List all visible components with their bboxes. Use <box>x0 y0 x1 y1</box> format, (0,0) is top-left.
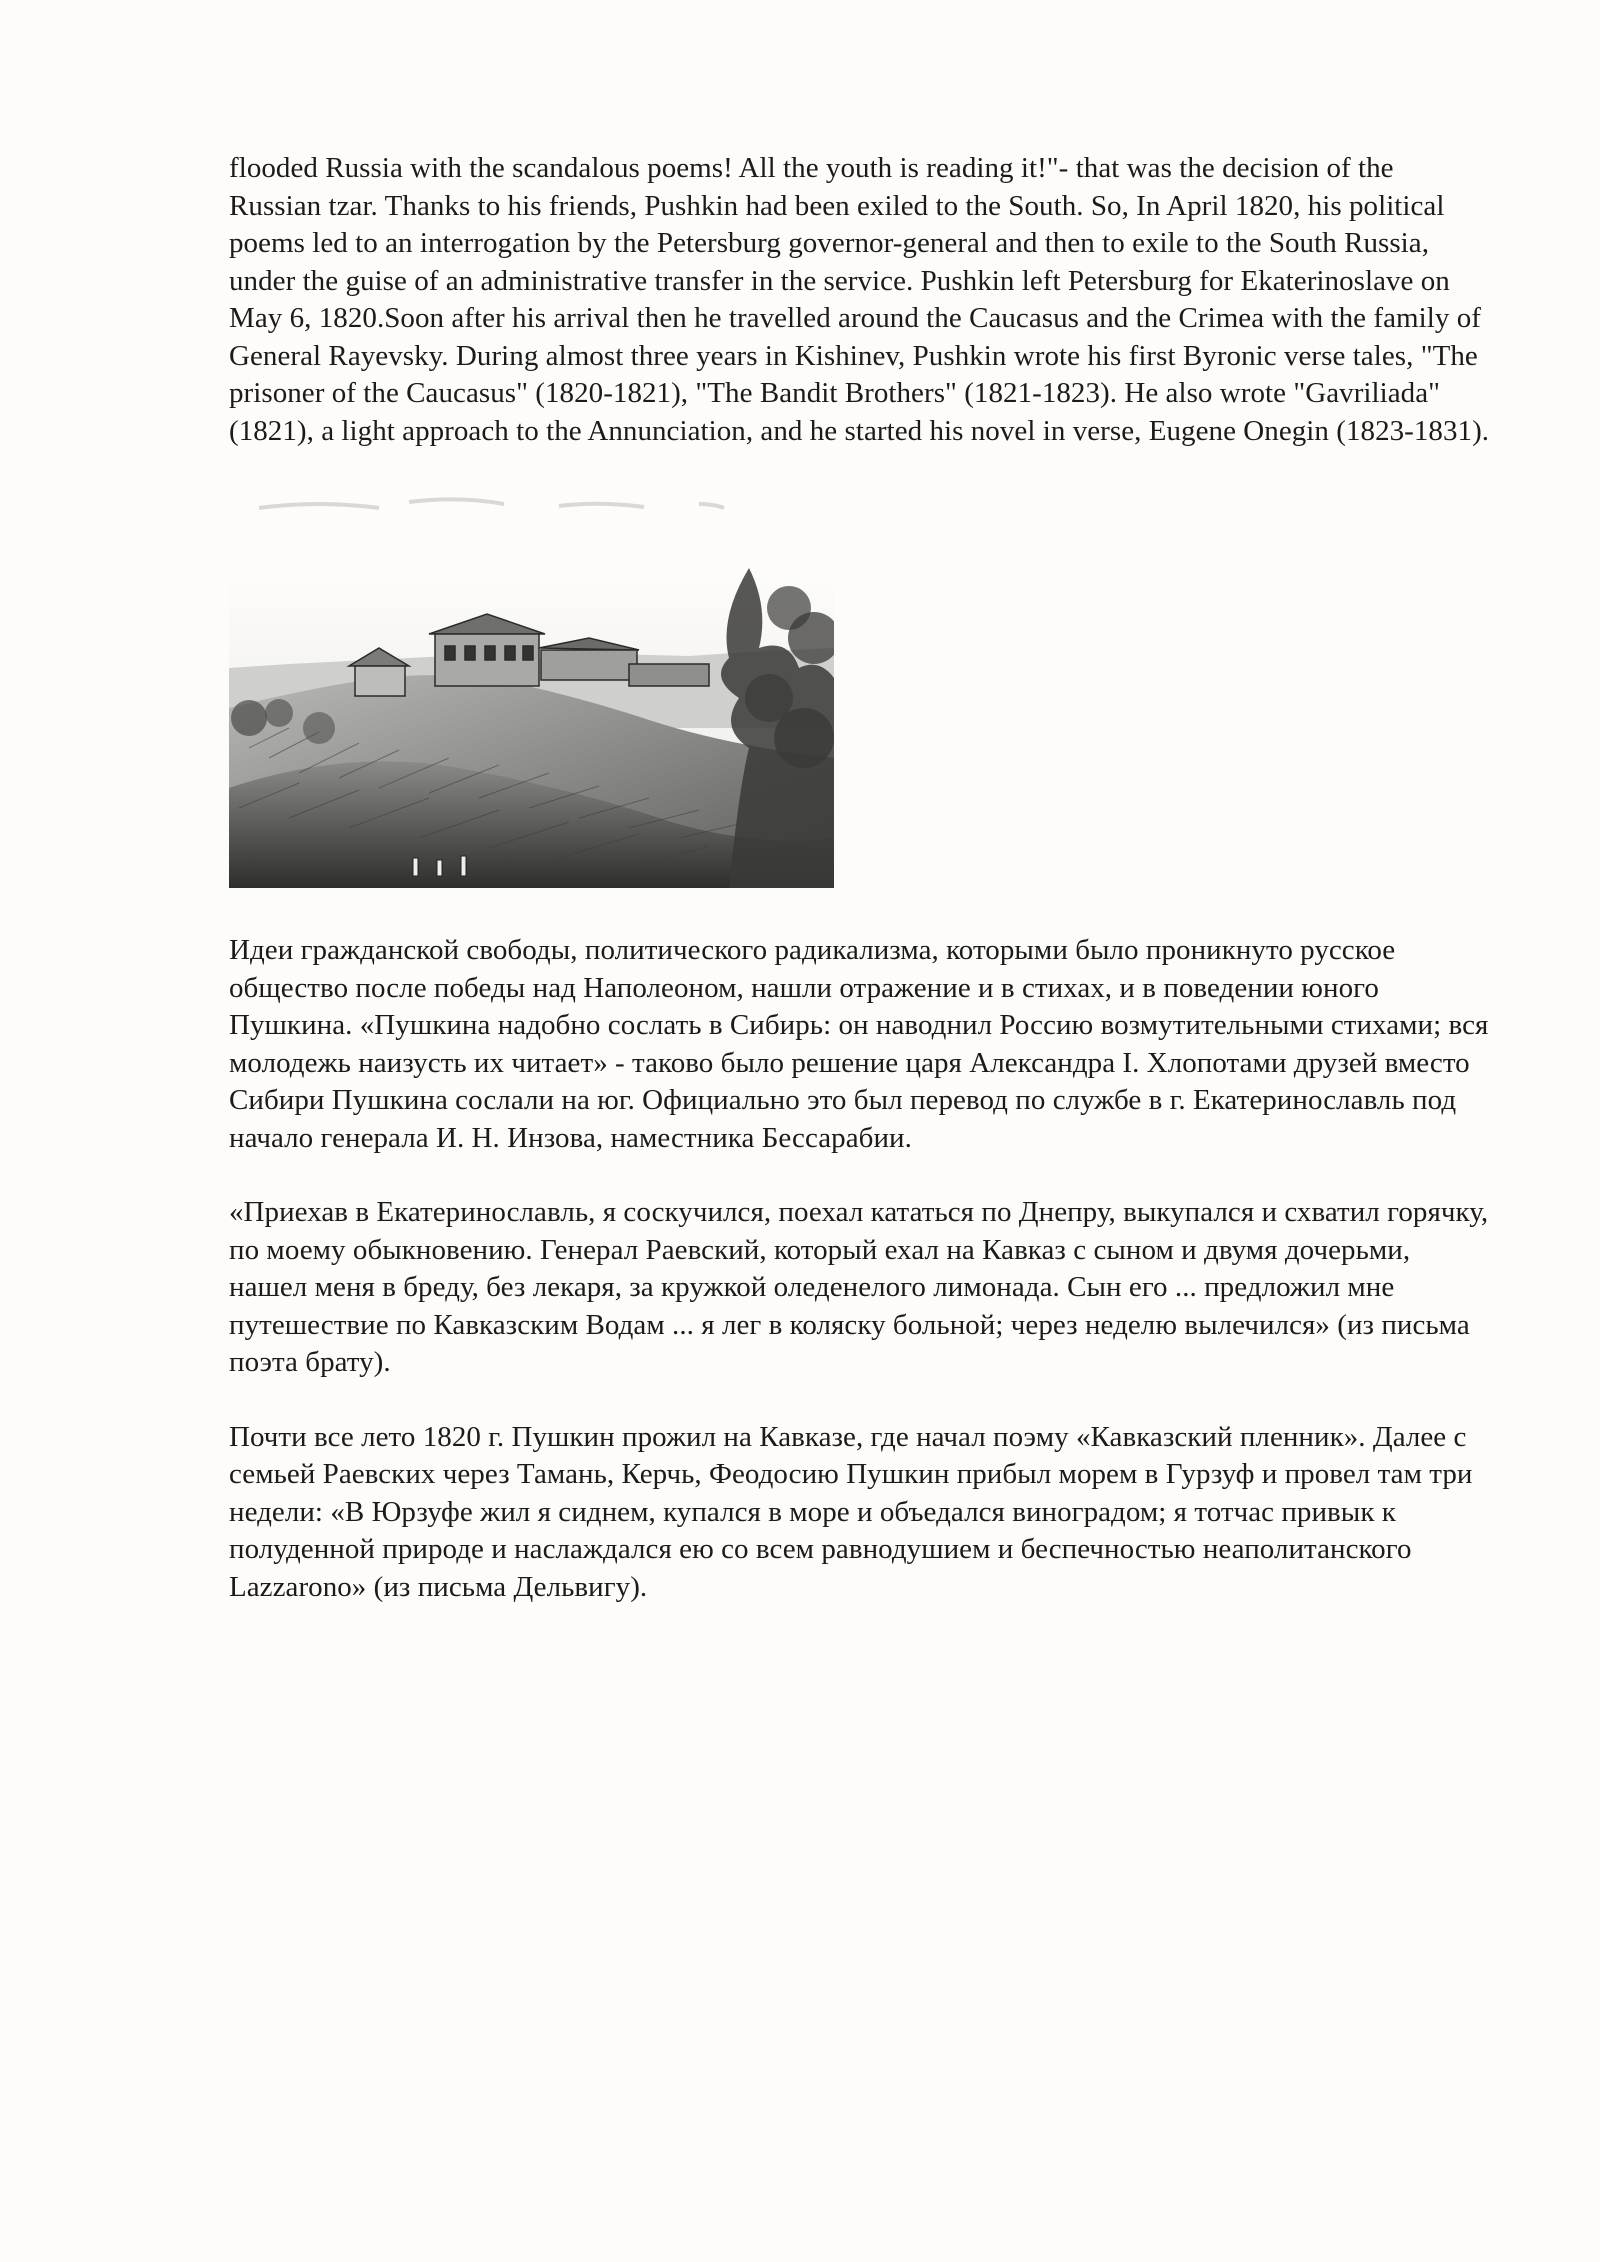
engraving-illustration <box>229 488 834 888</box>
paragraph-russian-2: «Приехав в Екатеринославль, я соскучился, поехал кататься по Днепру, выкупался и схватил горячку, по моему обыкновению. Генерал Раевский, который ехал на Кавказ с сыном и двумя дочерьми, нашел меня в бреду, без лекаря, за кружкой оледенелого лимонада. Сын его ... предложил мне путешествие по Кавказским Водам ... я лег в коляску больной; через неделю вылечился» (из письма поэта брату). <box>229 1196 1489 1378</box>
document-page <box>229 150 1491 1606</box>
engraving-image <box>229 488 834 888</box>
paragraph-russian-1: Идеи гражданской свободы, политического радикализма, которыми было проникнуто русское общество после победы над Наполеоном, нашли отражение и в стихах, и в поведении юного Пушкина. «Пушкина надобно сослать в Сибирь: он наводнил Россию возмутительными стихами; вся молодежь наизусть их читает» - таково было решение царя Александра I. Хлопотами друзей вместо Сибири Пушкина сослали на юг. Официально это был перевод по службе в г. Екатеринославль под начало генерала И. Н. Инзова, наместника Бессарабии. <box>229 934 1489 1154</box>
paragraph-english: flooded Russia with the scandalous poems! All the youth is reading it!"- that was the decision of the Russian tzar. Thanks to his friends, Pushkin had been exiled to the South. So, In April 1820, his political poems led to an interrogation by the Petersburg governor-general and then to exile to the South Russia, under the guise of an administrative transfer in the service. Pushkin left Petersburg for Ekaterinoslave on May 6, 1820.Soon after his arrival then he travelled around the Caucasus and the Crimea with the family of General Rayevsky. During almost three years in Kishinev, Pushkin wrote his first Byronic verse tales, "The prisoner of the Caucasus" (1820-1821), "The Bandit Brothers" (1821-1823). He also wrote "Gavriliada" (1821), a light approach to the Annunciation, and he started his novel in verse, Eugene Onegin (1823-1831). <box>229 152 1490 447</box>
paragraph-russian-3: Почти все лето 1820 г. Пушкин прожил на Кавказе, где начал поэму «Кавказский пленник». Далее с семьей Раевских через Тамань, Керчь, Феодосию Пушкин прибыл морем в Гурзуф и провел там три недели: «В Юрзуфе жил я сиднем, купался в море и объедался виноградом; я тотчас привык к полуденной природе и наслаждался ею со всем равнодушием и беспечностью неаполитанского Lazzarono» (из письма Дельвигу). <box>229 1420 1473 1603</box>
